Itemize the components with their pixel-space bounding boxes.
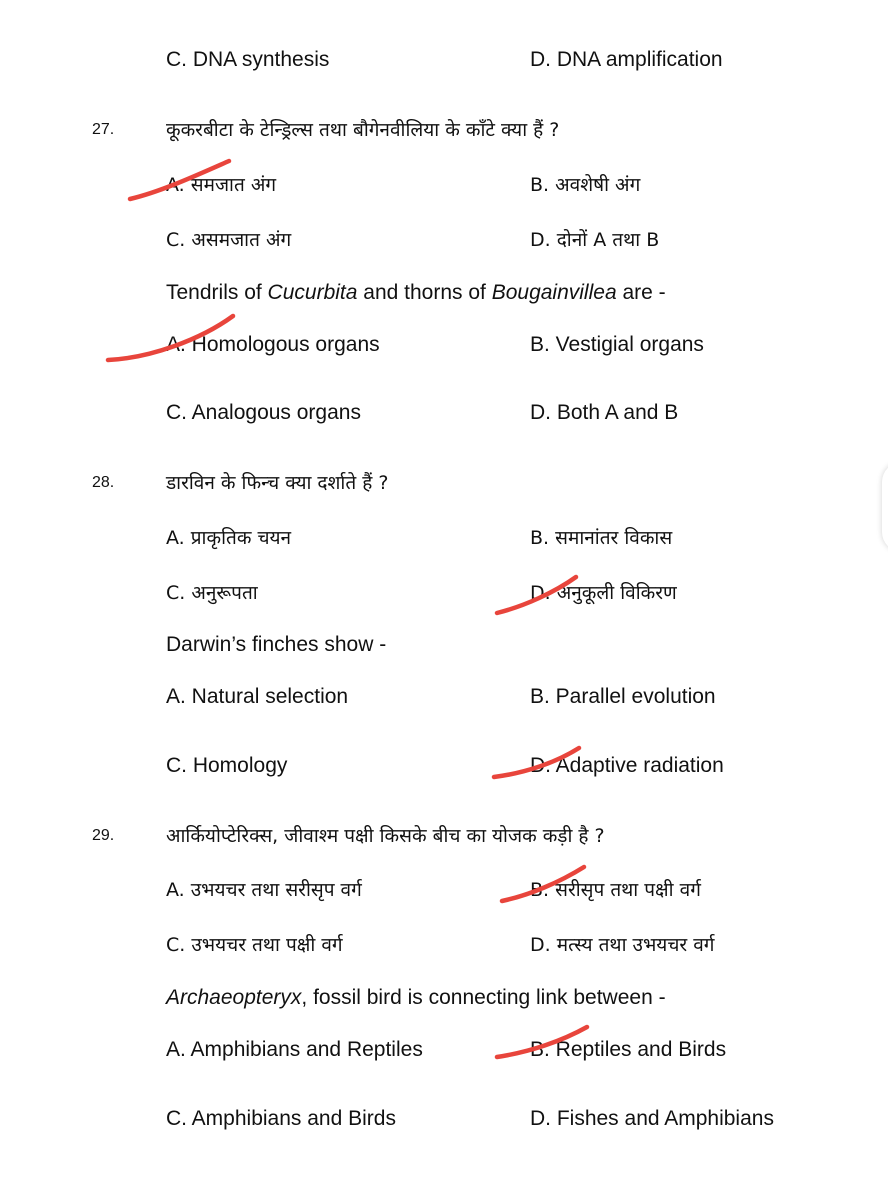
q28-hindi-option-a: A. प्राकृतिक चयन (166, 527, 292, 549)
q28-english-option-b: B. Parallel evolution (530, 685, 716, 708)
q28-english-option-d: D. Adaptive radiation (530, 754, 724, 777)
q26-option-c: C. DNA synthesis (166, 48, 330, 71)
q27-hindi-option-a: A. समजात अंग (166, 174, 277, 196)
q27-english-option-b: B. Vestigial organs (530, 333, 704, 356)
q29-hindi-option-d: D. मत्स्य तथा उभयचर वर्ग (530, 934, 715, 956)
q27-hindi-question: कूकरबीटा के टेन्ड्रिल्स तथा बौगेनवीलिया के काँटे क्या हैं ? (166, 119, 560, 141)
q29-number: 29. (92, 827, 115, 844)
q29-en-text: , fossil bird is connecting link between - (301, 986, 666, 1009)
q29-hindi-option-b: B. सरीसृप तथा पक्षी वर्ग (530, 879, 701, 901)
q27-english-option-d: D. Both A and B (530, 401, 679, 424)
q27-number: 27. (92, 121, 115, 138)
q27-en-text-1: Tendrils of (166, 281, 268, 304)
q28-english-option-a: A. Natural selection (166, 685, 349, 708)
q28-hindi-option-c: C. अनुरूपता (166, 582, 258, 604)
q28-english-question: Darwin’s finches show - (166, 633, 387, 656)
q26-option-d: D. DNA amplification (530, 48, 723, 71)
q29-hindi-option-c: C. उभयचर तथा पक्षी वर्ग (166, 934, 343, 956)
q27-english-question (166, 281, 666, 305)
q29-hindi-question: आर्कियोप्टेरिक्स, जीवाश्म पक्षी किसके बीच का योजक कड़ी है ? (166, 825, 605, 847)
q27-en-text-2: and thorns of (357, 281, 492, 304)
q27-hindi-option-b: B. अवशेषी अंग (530, 174, 641, 196)
q27-english-option-c: C. Analogous organs (166, 401, 361, 424)
q27-hindi-option-d: D. दोनों A तथा B (530, 229, 660, 251)
q27-en-bougainvillea: Bougainvillea (491, 281, 617, 304)
q28-hindi-option-b: B. समानांतर विकास (530, 527, 673, 549)
q29-english-question (166, 986, 666, 1010)
q27-en-text-3: are - (616, 281, 666, 304)
q27-hindi-option-c: C. असमजात अंग (166, 229, 292, 251)
q29-english-option-a: A. Amphibians and Reptiles (166, 1038, 423, 1061)
q28-hindi-question: डारविन के फिन्च क्या दर्शाते हैं ? (166, 472, 389, 494)
q29-hindi-option-a: A. उभयचर तथा सरीसृप वर्ग (166, 879, 362, 901)
q29-english-option-c: C. Amphibians and Birds (166, 1107, 396, 1130)
q28-hindi-option-d: D. अनुकूली विकिरण (530, 582, 677, 604)
q29-english-option-b: B. Reptiles and Birds (530, 1038, 727, 1061)
q29-english-option-d: D. Fishes and Amphibians (530, 1107, 774, 1130)
scroll-edge-handle[interactable] (882, 462, 888, 552)
q28-english-option-c: C. Homology (166, 754, 288, 777)
q29-en-archaeopteryx: Archaeopteryx (166, 986, 302, 1009)
q27-en-cucurbita: Cucurbita (267, 281, 358, 304)
q27-english-option-a: A. Homologous organs (166, 333, 380, 356)
q28-number: 28. (92, 474, 115, 491)
